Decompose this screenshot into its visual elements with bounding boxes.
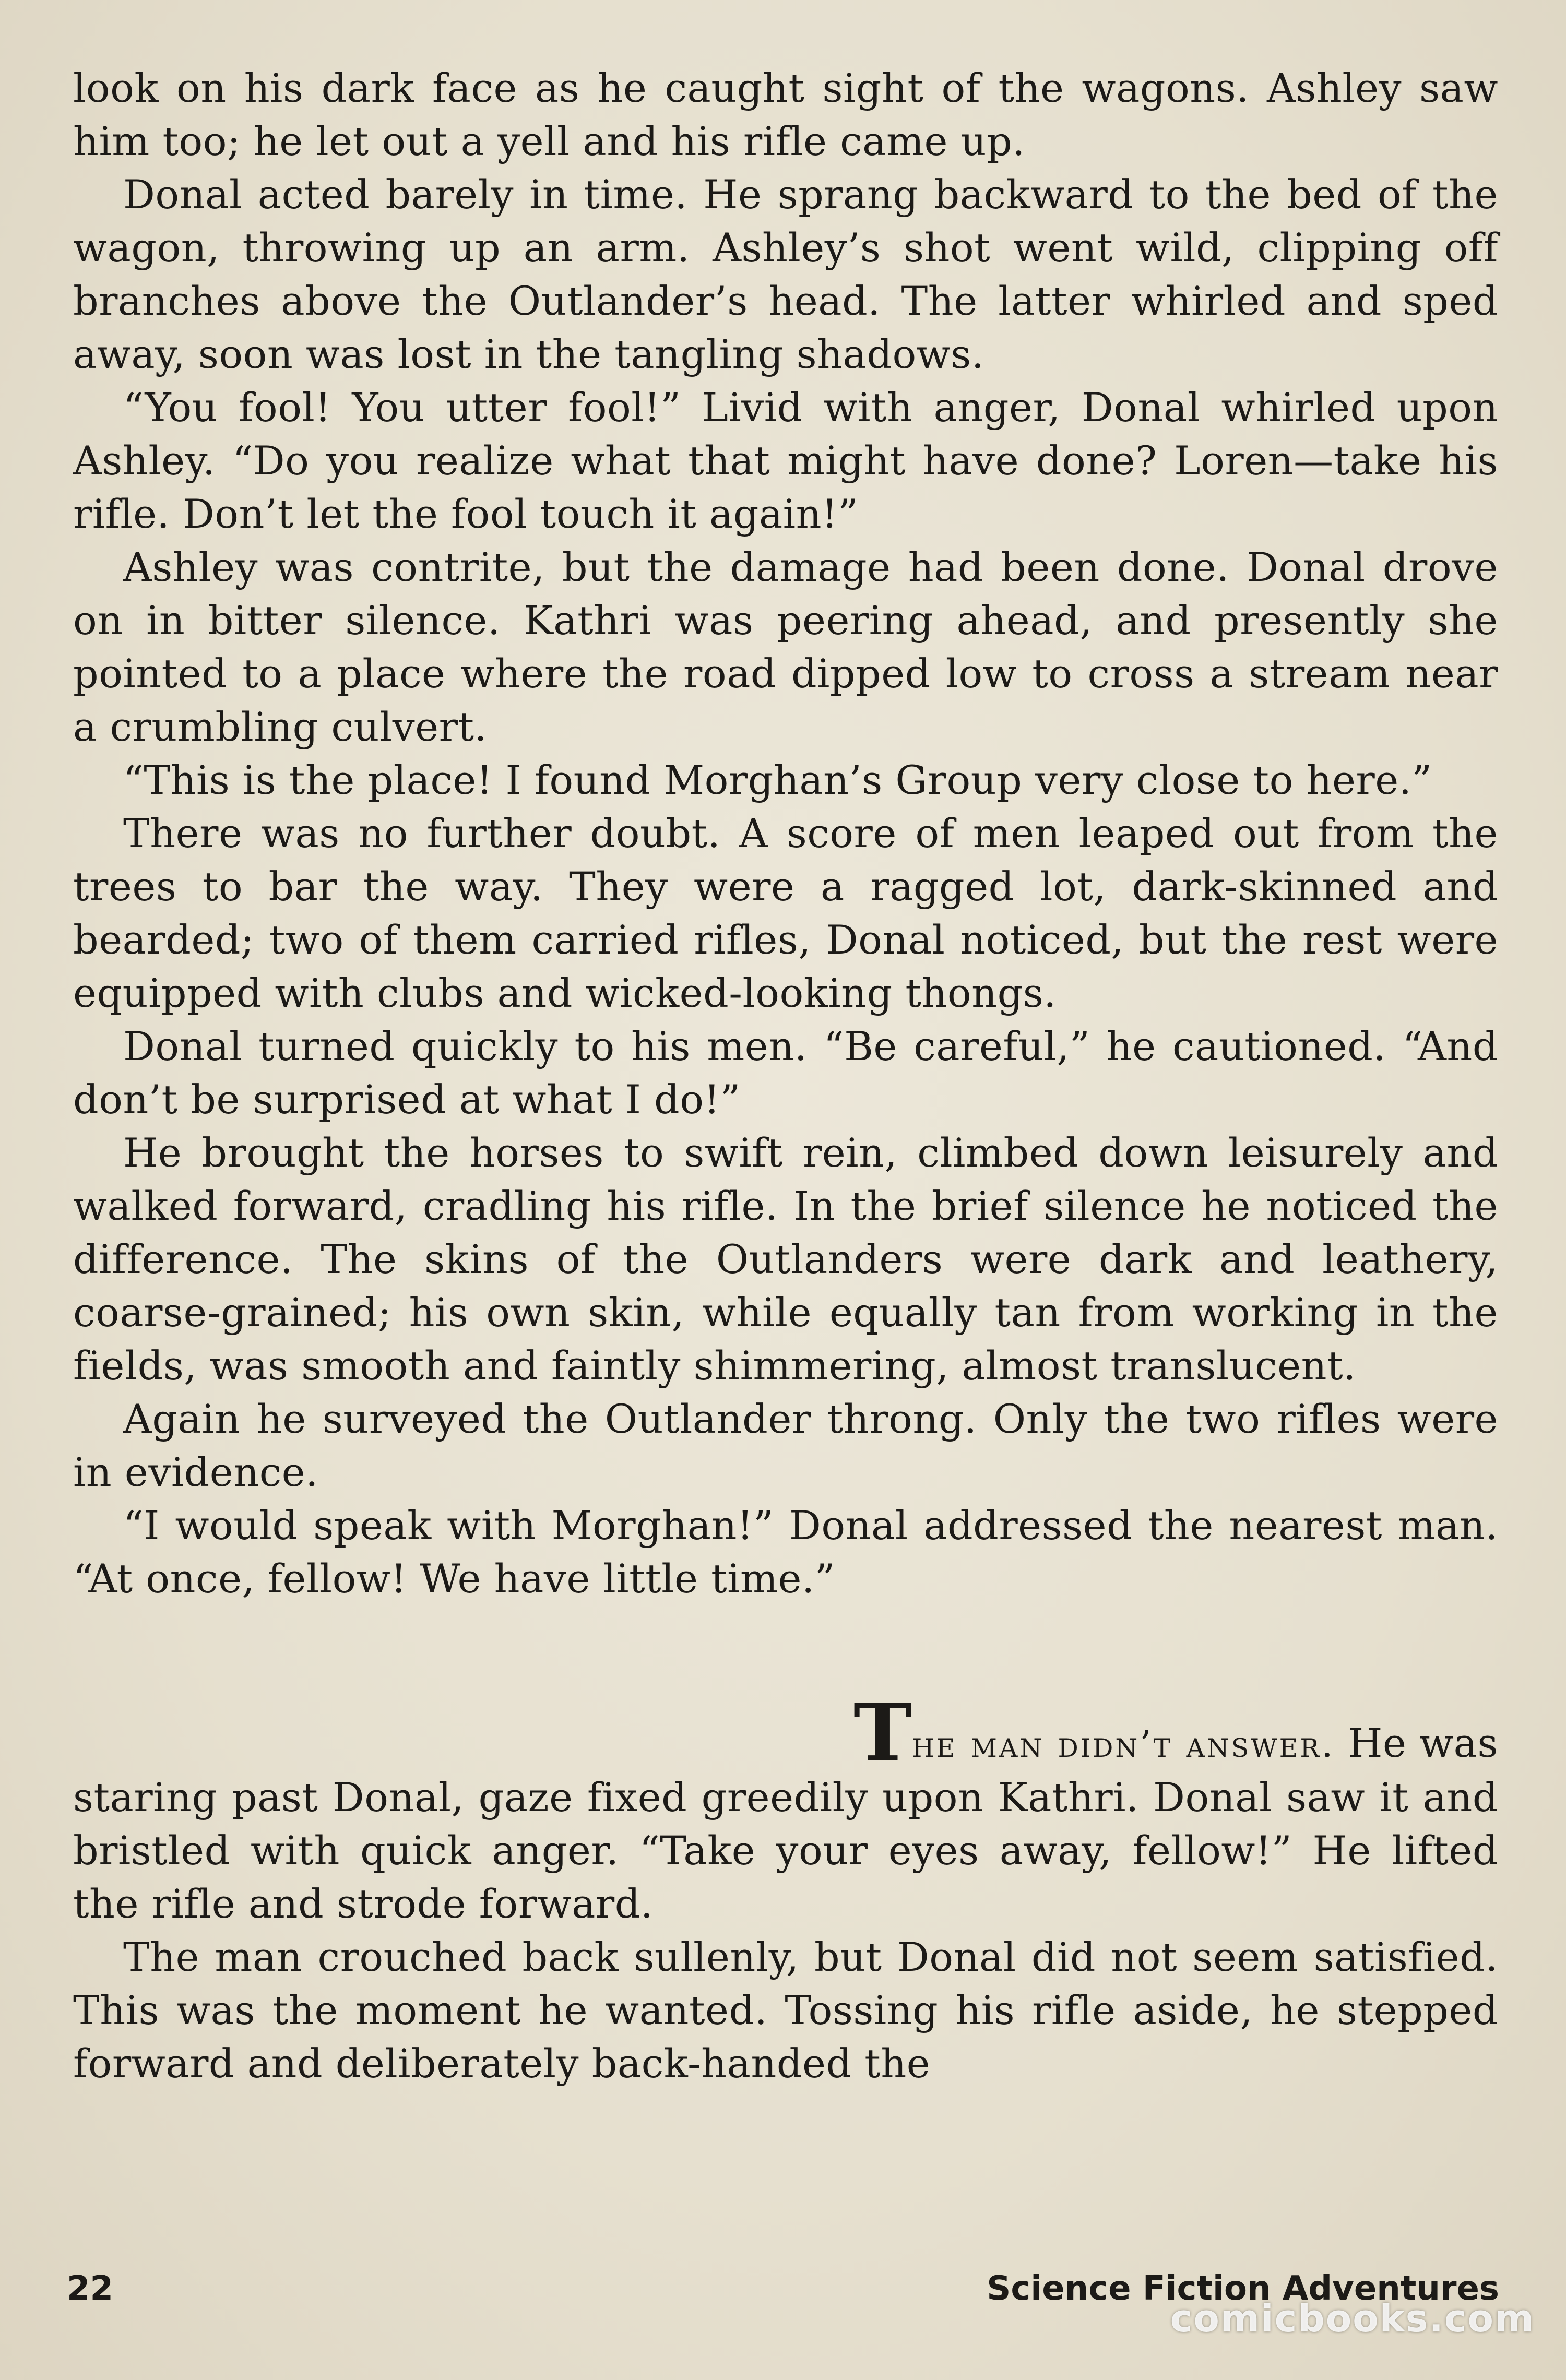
paragraph: He brought the horses to swift rein, climbed down leisurely and walked forward, cradling his rifle. In the brief silence he noticed the difference. The skins of the Outlanders were dark and leathery, coarse-grained; his own skin, while equally tan from working in the fields, was smooth and faintly shimmering, almost translucent.: [73, 1129, 1498, 1389]
paragraph: “I would speak with Morghan!” Donal addressed the nearest man. “At once, fellow! We have little time.”: [73, 1502, 1498, 1602]
story-text: [73, 62, 1498, 2090]
section-first-line: [73, 1687, 1498, 1779]
small-caps-lead: he man didn’t answer.: [912, 1723, 1335, 1766]
watermark: comicbooks.com: [1170, 2296, 1535, 2340]
paragraph: Donal acted barely in time. He sprang backward to the bed of the wagon, throwing up an arm. Ashley’s shot went wild, clipping off branches above the Outlander’s head. The latter whirled and sped away, soon was lost in the tangling shadows.: [73, 171, 1498, 377]
section-first-line-rest: He was: [1335, 1720, 1498, 1766]
paragraph: There was no further doubt. A score of men leaped out from the trees to bar the way. They were a ragged lot, dark-skinned and bearded; two of them carried rifles, Donal noticed, but the rest were equipped with clubs and wicked-looking thongs.: [73, 810, 1498, 1016]
paragraph: look on his dark face as he caught sight of the wagons. Ashley saw him too; he let out a yell and his rifle came up.: [73, 65, 1498, 164]
paragraph: Donal turned quickly to his men. “Be careful,” he cautioned. “And don’t be surprised at what I do!”: [73, 1023, 1498, 1123]
section-paragraph-rest: staring past Donal, gaze fixed greedily upon Kathri. Donal saw it and bristled with quick anger. “Take your eyes away, fellow!” He lifted the rifle and strode forward.: [73, 1774, 1498, 1927]
paragraph: “You fool! You utter fool!” Livid with anger, Donal whirled upon Ashley. “Do you realize what that might have done? Loren—take his rifle. Don’t let the fool touch it again!”: [73, 384, 1498, 537]
paragraph: Again he surveyed the Outlander throng. Only the two rifles were in evidence.: [73, 1396, 1498, 1495]
paragraph: The man crouched back sullenly, but Donal did not seem satisfied. This was the moment he wanted. Tossing his rifle aside, he stepped forward and deliberately back-handed the: [73, 1934, 1498, 2087]
paragraph: “This is the place! I found Morghan’s Group very close to here.”: [123, 757, 1432, 803]
magazine-title: Science Fiction Adventures: [987, 2269, 1499, 2308]
section-opening-paragraph: [73, 1687, 1498, 1931]
paragraph: Ashley was contrite, but the damage had been done. Donal drove on in bitter silence. Kathri was peering ahead, and presently she pointed to a place where the road dipped low to cross a stream near a crumbling culvert.: [73, 544, 1498, 750]
drop-cap: T: [853, 1687, 912, 1779]
section-break: [73, 1605, 1498, 1712]
page-number: 22: [67, 2269, 114, 2308]
